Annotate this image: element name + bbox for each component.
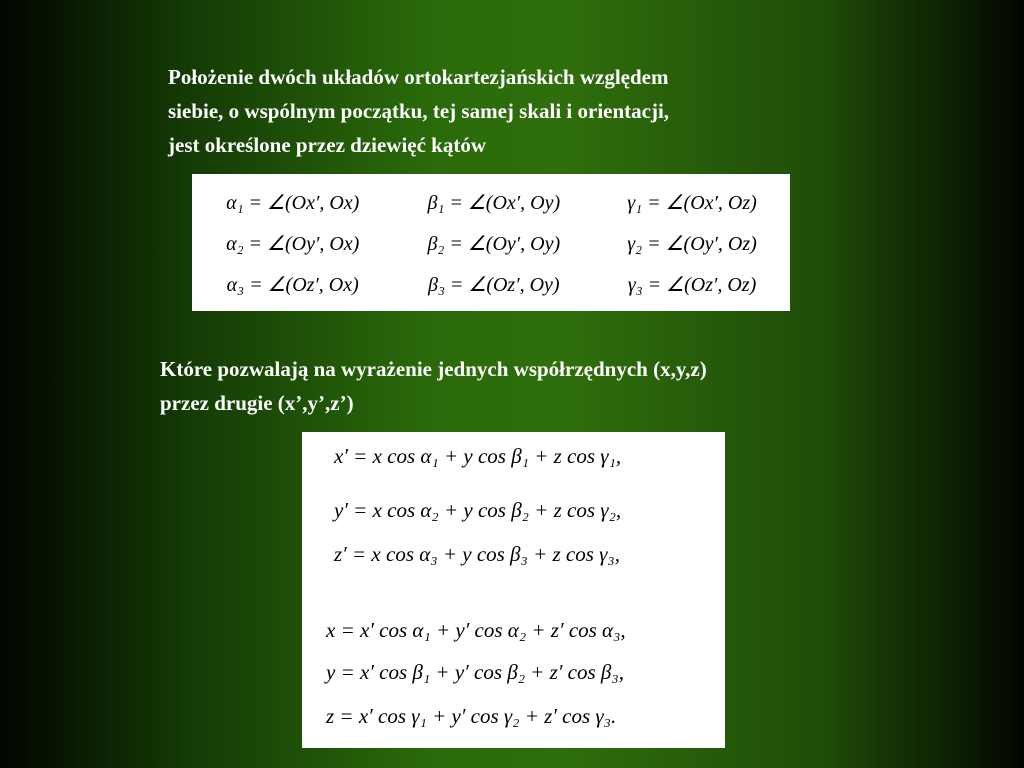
intro-line: jest określone przez dziewięć kątów (168, 133, 487, 157)
intro-line: Położenie dwóch układów ortokartezjańskich względem (168, 65, 669, 89)
transition-line: przez drugie (x’,y’,z’) (160, 391, 354, 415)
angle-definition: γ₃ = ∠(Oz′, Oz) (627, 274, 757, 296)
intro-paragraph (168, 60, 669, 162)
angle-definition: γ₁ = ∠(Ox′, Oz) (627, 192, 757, 214)
equation-primed-y: y′ = x cos α₂ + y cos β₂ + z cos γ₂, (334, 498, 622, 522)
angles-formula-box (192, 174, 790, 311)
angle-definition: γ₂ = ∠(Oy′, Oz) (627, 233, 757, 255)
equation-x: x = x′ cos α₁ + y′ cos α₂ + z′ cos α₃, (326, 618, 626, 642)
angles-row (192, 264, 790, 305)
angles-row (192, 182, 790, 223)
transition-line: Które pozwalają na wyrażenie jednych współrzędnych (x,y,z) (160, 357, 707, 381)
angle-definition: β₃ = ∠(Oz′, Oy) (427, 274, 560, 296)
equation-primed-x: x′ = x cos α₁ + y cos β₁ + z cos γ₁, (334, 444, 622, 468)
equation-y: y = x′ cos β₁ + y′ cos β₂ + z′ cos β₃, (326, 660, 624, 684)
angle-definition: β₁ = ∠(Ox′, Oy) (427, 192, 561, 214)
equation-z: z = x′ cos γ₁ + y′ cos γ₂ + z′ cos γ₃. (326, 704, 617, 728)
angle-definition: α₂ = ∠(Oy′, Ox) (226, 233, 360, 255)
transition-paragraph (160, 352, 707, 420)
angles-table (192, 182, 790, 305)
angle-definition: α₁ = ∠(Ox′, Ox) (226, 192, 360, 214)
equation-primed-z: z′ = x cos α₃ + y cos β₃ + z cos γ₃, (334, 542, 620, 566)
intro-line: siebie, o wspólnym początku, tej samej skali i orientacji, (168, 99, 670, 123)
angle-definition: α₃ = ∠(Oz′, Ox) (226, 274, 359, 296)
angle-definition: β₂ = ∠(Oy′, Oy) (427, 233, 561, 255)
equations-formula-box (302, 432, 725, 748)
angles-row (192, 223, 790, 264)
